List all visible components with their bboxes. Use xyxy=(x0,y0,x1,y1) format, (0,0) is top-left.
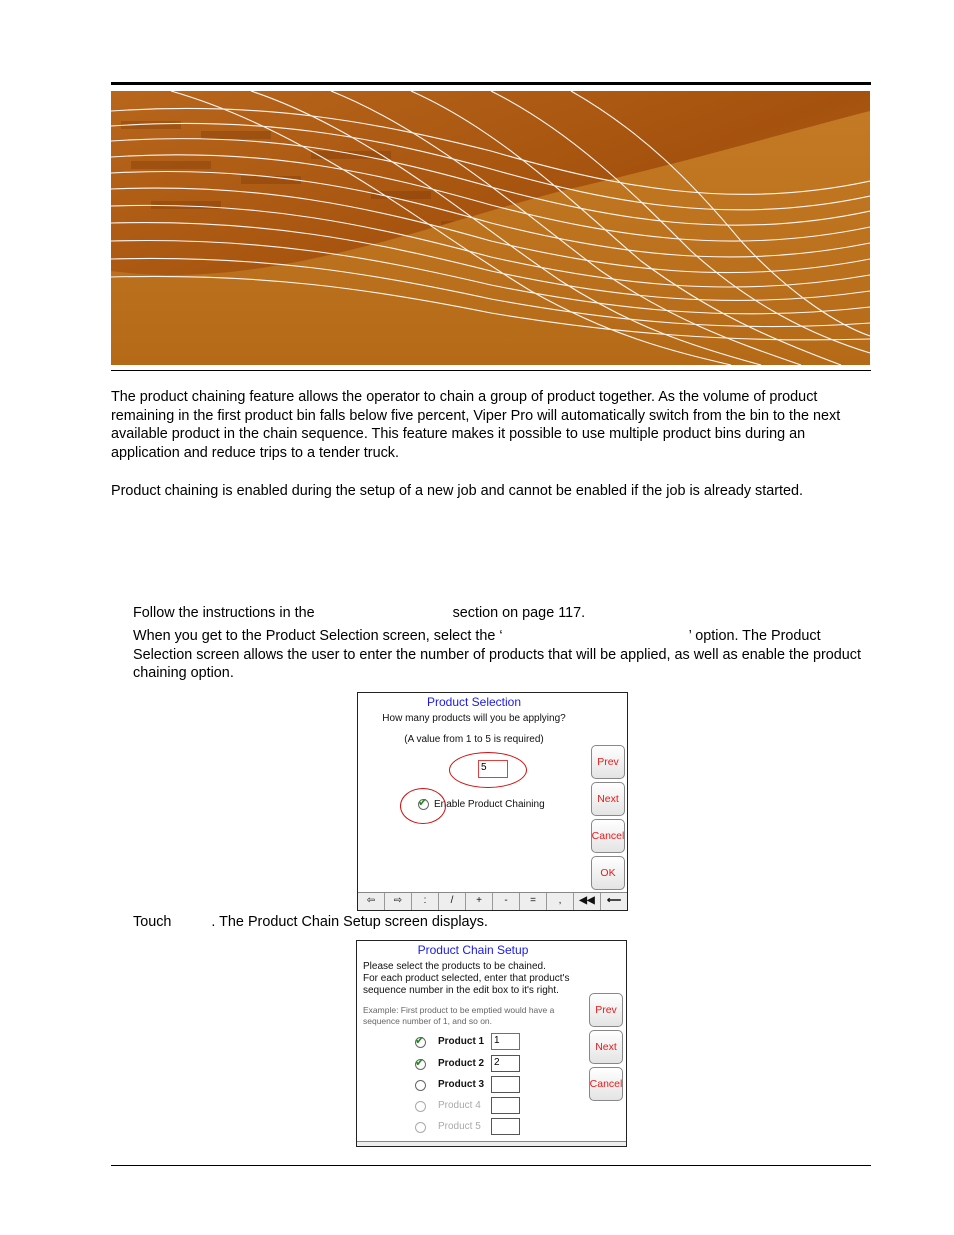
keyboard-bar-edge xyxy=(357,1141,626,1146)
key[interactable]: / xyxy=(439,893,466,910)
product-selection-title: Product Selection xyxy=(426,695,522,709)
backspace-key[interactable]: ⟵ xyxy=(606,895,622,906)
step-1-text-a: Follow the instructions in the xyxy=(133,605,315,621)
step-1-text-b: section on page 117. xyxy=(452,605,586,621)
intro-paragraph-1: The product chaining feature allows the operator to chain a group of product together. As the volume of product remaining in the first product bin falls below five percent, Viper Pro will automatically switch from the bin to the next available product in the chain sequence. This feature makes it possible to use multiple product bins during an application and reduce trips to a tender truck. xyxy=(111,389,841,461)
product-chain-setup-screen xyxy=(356,940,627,1147)
chain-setup-line-2: For each product selected, enter that product's xyxy=(363,973,570,984)
key[interactable]: : xyxy=(412,893,439,910)
key[interactable]: = xyxy=(520,893,547,910)
step-1 xyxy=(133,604,869,623)
arrow-left-key[interactable]: ⇦ xyxy=(358,893,385,910)
key[interactable]: - xyxy=(493,893,520,910)
product-5-sequence-input[interactable] xyxy=(491,1118,520,1135)
ok-button[interactable]: OK xyxy=(591,856,625,890)
product-5-label: Product 5 xyxy=(438,1121,481,1132)
product-3-sequence-input[interactable] xyxy=(491,1076,520,1093)
checkmark-icon: ✔ xyxy=(415,1057,425,1069)
chain-setup-example-2: sequence number of 1, and so on. xyxy=(363,1016,493,1026)
chain-setup-line-1: Please select the products to be chained. xyxy=(363,961,546,972)
prev-button[interactable]: Prev xyxy=(591,745,625,779)
cancel-button[interactable]: Cancel xyxy=(591,819,625,853)
next-button[interactable]: Next xyxy=(591,782,625,816)
product-4-label: Product 4 xyxy=(438,1100,481,1111)
product-2-sequence-input[interactable]: 2 xyxy=(491,1055,520,1072)
checkmark-icon: ✔ xyxy=(418,797,428,809)
step-2-text-a: When you get to the Product Selection screen, select the ‘ xyxy=(133,628,503,644)
key[interactable]: + xyxy=(466,893,493,910)
product-count-question: How many products will you be applying? xyxy=(382,713,566,724)
decorative-banner xyxy=(111,91,870,365)
product-count-input[interactable]: 5 xyxy=(478,760,508,778)
product-3-label: Product 3 xyxy=(438,1079,485,1090)
product-3-radio[interactable] xyxy=(415,1080,426,1091)
chain-setup-line-3: sequence number in the edit box to it's right. xyxy=(363,985,559,996)
product-1-sequence-input[interactable]: 1 xyxy=(491,1033,520,1050)
product-selection-screen xyxy=(357,692,628,911)
annotation-circle xyxy=(449,752,527,788)
prev-button[interactable]: Prev xyxy=(589,993,623,1027)
arrow-right-key[interactable]: ⇨ xyxy=(385,893,412,910)
key[interactable]: , xyxy=(547,893,574,910)
product-count-hint: (A value from 1 to 5 is required) xyxy=(404,734,544,745)
step-3-text-a: Touch xyxy=(133,914,172,930)
enable-chaining-label: Enable Product Chaining xyxy=(434,799,545,810)
cancel-button[interactable]: Cancel xyxy=(589,1067,623,1101)
backspace-all-key[interactable]: ◀◀ xyxy=(574,893,601,910)
product-4-sequence-input[interactable] xyxy=(491,1097,520,1114)
intro-paragraph-2: Product chaining is enabled during the setup of a new job and cannot be enabled if the job is already started. xyxy=(111,483,804,499)
section-rule xyxy=(111,370,871,371)
checkmark-icon: ✔ xyxy=(415,1035,425,1047)
step-2 xyxy=(133,627,869,683)
header-rule xyxy=(111,82,871,85)
next-button[interactable]: Next xyxy=(589,1030,623,1064)
product-1-label: Product 1 xyxy=(438,1036,485,1047)
step-3-text-b: . The Product Chain Setup screen displays. xyxy=(211,914,488,930)
chain-setup-title: Product Chain Setup xyxy=(417,943,529,957)
keyboard-bar xyxy=(358,892,627,910)
footer-rule xyxy=(111,1165,871,1166)
product-5-radio[interactable] xyxy=(415,1122,426,1133)
chain-setup-example-1: Example: First product to be emptied would have a xyxy=(363,1005,555,1015)
annotation-circle xyxy=(400,788,446,824)
step-3 xyxy=(133,913,869,932)
product-4-radio[interactable] xyxy=(415,1101,426,1112)
step-2-text-b: ’ option. The Product Selection screen allows the user to enter the number of products that will be applied, as well as enable the product chaining option. xyxy=(133,628,861,682)
product-2-label: Product 2 xyxy=(438,1058,485,1069)
